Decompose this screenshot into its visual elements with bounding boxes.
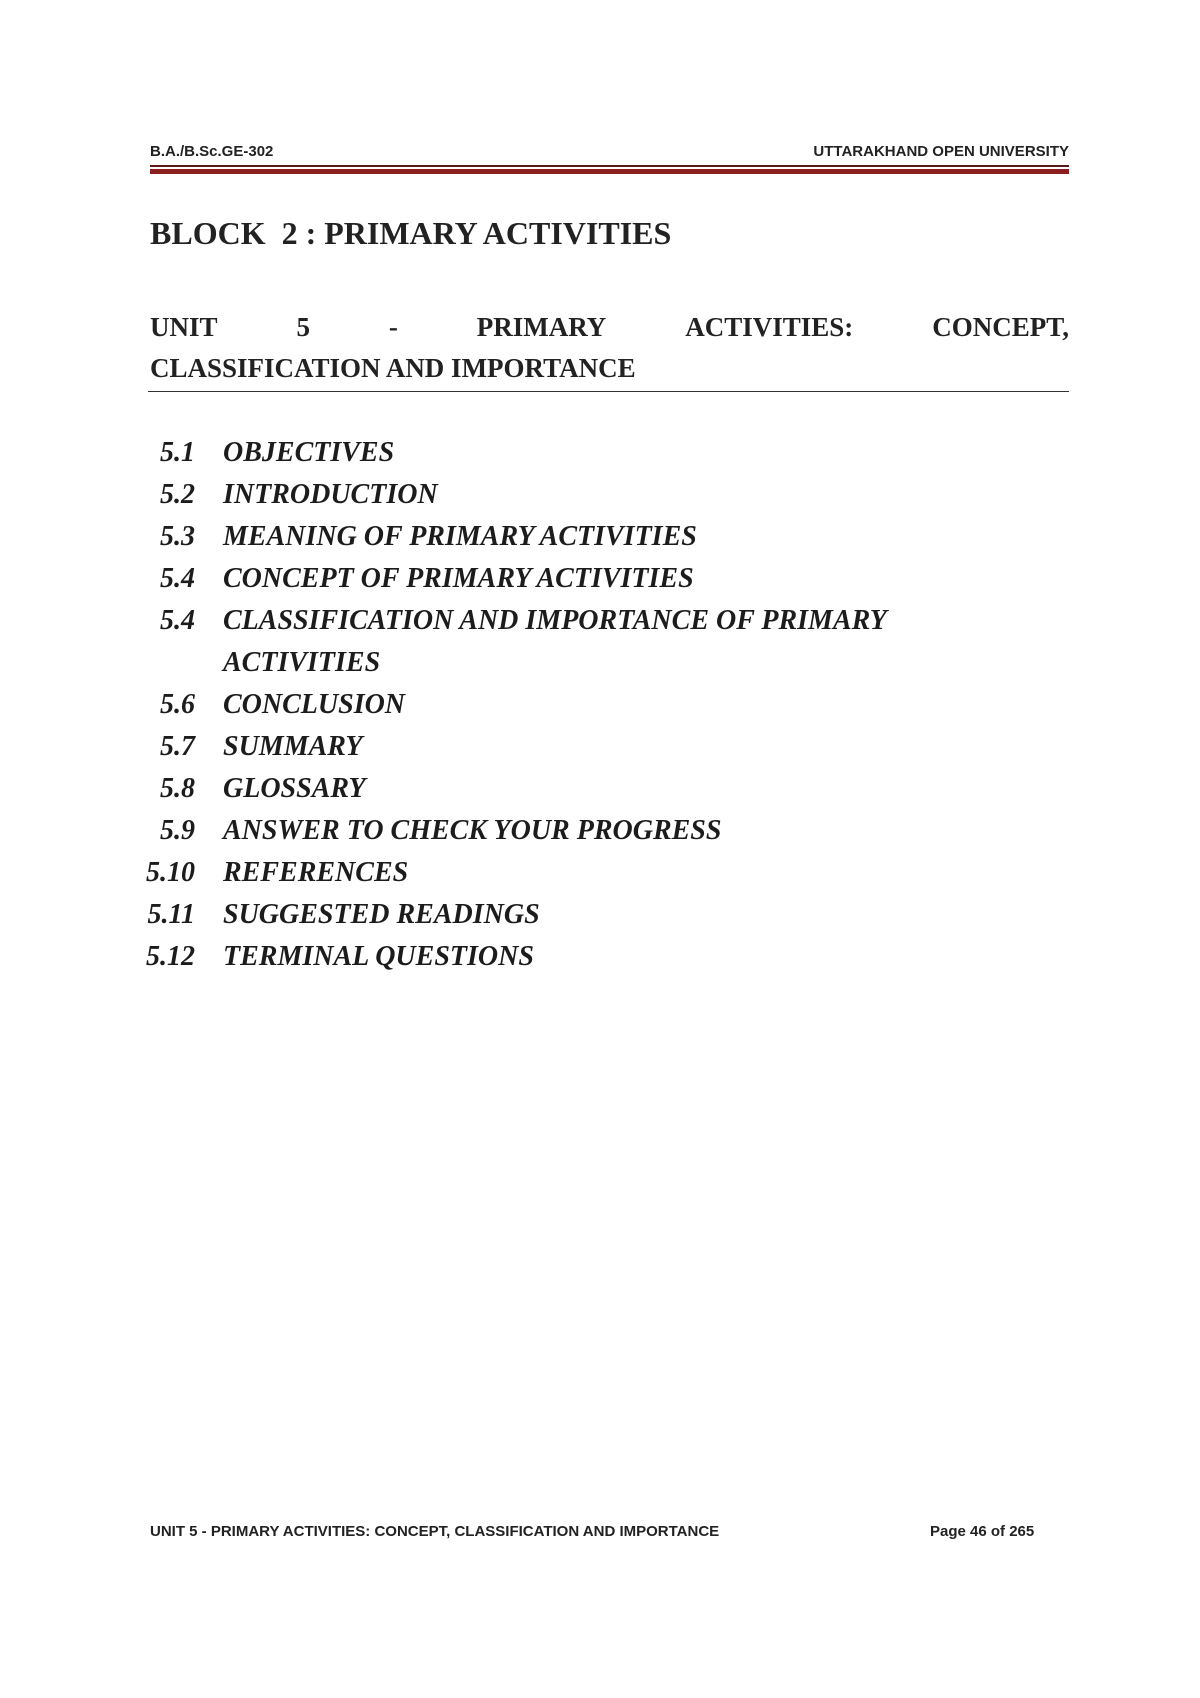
toc-item-label: OBJECTIVES: [223, 437, 395, 468]
university-name: UTTARAKHAND OPEN UNIVERSITY: [813, 143, 1069, 160]
unit-title-line2: CLASSIFICATION AND IMPORTANCE: [150, 353, 636, 383]
toc-item: [0, 516, 1200, 558]
toc-item-label: SUMMARY: [223, 731, 363, 762]
toc-item: [0, 894, 1200, 936]
toc-item: [0, 558, 1200, 600]
unit-title: [150, 307, 1069, 389]
toc-item-label: CLASSIFICATION AND IMPORTANCE OF PRIMARY ACTIVITIES: [223, 605, 886, 678]
toc-item: [0, 726, 1200, 768]
toc-item-label: CONCLUSION: [223, 689, 406, 720]
toc-item-label: CONCEPT OF PRIMARY ACTIVITIES: [223, 563, 694, 594]
unit-title-word: ACTIVITIES:: [685, 312, 854, 342]
header-divider-thin: [150, 165, 1069, 167]
page-number: Page 46 of 265: [930, 1523, 1035, 1540]
toc-item: [0, 936, 1200, 978]
unit-title-word: -: [388, 312, 398, 342]
toc-item-number: 5.2: [160, 479, 195, 510]
toc-item: [0, 810, 1200, 852]
course-code: B.A./B.Sc.GE-302: [150, 143, 274, 160]
header-divider-thick: [150, 169, 1069, 174]
unit-title-line1: [150, 307, 1069, 348]
toc-item-number: 5.10: [146, 857, 195, 888]
toc-item-number: 5.3: [160, 521, 195, 552]
unit-title-word: UNIT: [150, 312, 218, 342]
toc-item-number: 5.12: [146, 941, 195, 972]
toc-item-number: 5.4: [160, 563, 195, 594]
unit-title-divider: [148, 391, 1069, 392]
toc-item: [0, 600, 1200, 684]
unit-title-word: 5: [296, 312, 310, 342]
toc-item-label: INTRODUCTION: [223, 479, 438, 510]
toc-item: [0, 474, 1200, 516]
toc-item: [0, 432, 1200, 474]
toc-item: [0, 684, 1200, 726]
toc-item-number: 5.7: [160, 731, 195, 762]
footer-unit-title: UNIT 5 - PRIMARY ACTIVITIES: CONCEPT, CLASSIFICATION AND IMPORTANCE: [150, 1523, 720, 1540]
unit-title-word: CONCEPT,: [932, 312, 1069, 342]
toc-item: [0, 768, 1200, 810]
unit-title-word: PRIMARY: [476, 312, 607, 342]
toc-item-label: SUGGESTED READINGS: [223, 899, 540, 930]
toc-item-number: 5.1: [160, 437, 195, 468]
block-title: BLOCK 2 : PRIMARY ACTIVITIES: [150, 215, 672, 251]
toc-item-number: 5.9: [160, 815, 195, 846]
toc-item: [0, 852, 1200, 894]
toc-item-number: 5.4: [160, 605, 195, 636]
toc-item-number: 5.8: [160, 773, 195, 804]
toc-item-label: GLOSSARY: [223, 773, 366, 804]
toc-item-label: REFERENCES: [223, 857, 409, 888]
toc-item-label: ANSWER TO CHECK YOUR PROGRESS: [223, 815, 722, 846]
toc-item-label: TERMINAL QUESTIONS: [223, 941, 534, 972]
page-header: [150, 143, 1069, 160]
toc-item-number: 5.11: [147, 899, 195, 930]
toc-item-number: 5.6: [160, 689, 195, 720]
table-of-contents: [0, 432, 1200, 978]
toc-item-label: MEANING OF PRIMARY ACTIVITIES: [223, 521, 697, 552]
